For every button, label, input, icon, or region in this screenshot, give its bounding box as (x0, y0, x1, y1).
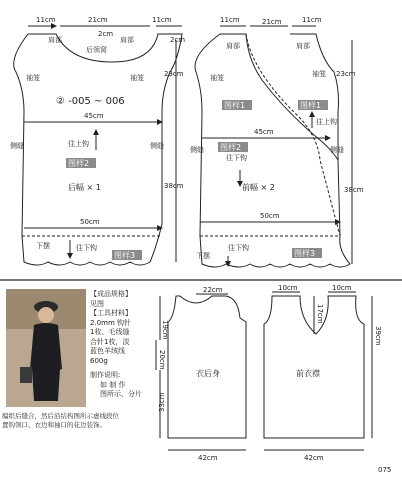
front-w-right-shoulder: 11cm (302, 16, 322, 24)
tools-line: 600g (90, 356, 108, 365)
method-note (2, 412, 172, 430)
tools-line: 1枚、毛线缝 (90, 328, 130, 336)
back-body-armhole-height: 19cm (161, 320, 169, 340)
back-armhole-left: 袖笼 (26, 74, 40, 82)
front-body-shoulder-left: 10cm (278, 284, 298, 292)
back-body-lower-height: 33cm (158, 392, 166, 412)
front-armhole-height: 23cm (336, 70, 356, 78)
model-figure (6, 289, 86, 407)
back-hook-down: 往下钩 (76, 244, 97, 252)
front-shoulder-left: 肩部 (226, 42, 240, 50)
front-right-shoulder-outline (290, 34, 339, 160)
back-pattern3-label: 图样3 (114, 251, 136, 260)
back-body-outline (168, 296, 246, 438)
front-piece-name: 前幅 × 2 (242, 183, 275, 192)
back-piece-name: 后幅 × 1 (68, 183, 101, 192)
front-pattern3-label: 图样3 (294, 249, 316, 258)
back-neck-depth-right: 2cm (170, 36, 186, 44)
back-hem-label: 下摆 (36, 242, 50, 250)
tools-line: 合针1枚，淡 (90, 337, 130, 346)
front-bust-width: 45cm (254, 128, 274, 136)
page-number: 075 (378, 466, 392, 474)
spec-text: 见图 (90, 299, 104, 308)
method-line: 如 制 作 (100, 380, 126, 389)
tools-title: 【工具材料】 (90, 309, 132, 317)
front-armhole-left: 袖笼 (210, 74, 224, 82)
front-hook-down2: 往下钩 (228, 244, 249, 252)
front-body-shoulder-right: 10cm (332, 284, 352, 292)
front-hook-down: 往下钩 (226, 154, 247, 162)
back-bust-width: 45cm (84, 112, 104, 120)
back-body-neck-width: 22cm (203, 286, 223, 294)
back-armhole-height: 23cm (164, 70, 184, 78)
back-w-neck: 21cm (88, 16, 108, 24)
back-body-side-height: 20cm (158, 350, 166, 370)
front-side-left: 侧缝 (190, 146, 204, 154)
front-body-neck-depth: 17cm (316, 304, 324, 324)
tools-line: 蓝色羊绒线 (90, 347, 125, 355)
front-armhole-right: 袖笼 (312, 70, 326, 78)
back-row-range: ② -005 ~ 006 (56, 96, 125, 107)
spec-title: 【成品规格】 (90, 290, 132, 298)
front-shoulder-right: 肩部 (296, 42, 310, 50)
tools-line: 2.0mm 钩针 (90, 318, 131, 327)
back-body-name: 衣后身 (196, 369, 220, 378)
back-pattern2-label: 图样2 (68, 159, 90, 168)
front-w-neck: 21cm (262, 18, 282, 26)
back-body-height: 38cm (164, 182, 184, 190)
back-neck-label: 后领窝 (86, 46, 107, 54)
front-hem-width: 50cm (260, 212, 280, 220)
back-side-left: 侧缝 (10, 142, 24, 150)
back-side-right: 侧缝 (150, 142, 164, 150)
back-neck-depth: 2cm (98, 30, 114, 38)
back-body-hem-width: 42cm (198, 454, 218, 462)
front-hem-label: 下摆 (196, 252, 210, 260)
front-pattern1-left-label: 图样1 (224, 101, 246, 110)
model-photo (6, 289, 86, 407)
front-w-left-shoulder: 11cm (220, 16, 240, 24)
info-panel (90, 290, 160, 400)
back-shoulder-left: 肩部 (48, 36, 62, 44)
back-w-right-shoulder: 11cm (152, 16, 172, 24)
back-hook-up: 往上钩 (68, 140, 89, 148)
method-title: 制作说明: (90, 371, 121, 379)
back-hem-width: 50cm (80, 218, 100, 226)
front-body-hem-width: 42cm (304, 454, 324, 462)
front-body-name: 前衣襟 (296, 369, 320, 378)
front-pattern1-right-label: 图样1 (300, 101, 322, 110)
back-armhole-right: 袖笼 (130, 74, 144, 82)
front-body-side-height: 39cm (374, 326, 382, 346)
back-shoulder-right: 肩部 (120, 36, 134, 44)
note-line: 置钩领口、衣边和袖口的花边装饰。 (2, 421, 106, 429)
note-line: 编织后缝合，然后沿结构图所示虚线段位 (2, 412, 119, 420)
front-hook-up: 往上钩 (316, 118, 337, 126)
front-body-height: 38cm (344, 186, 364, 194)
front-pattern2-label: 图样2 (220, 143, 242, 152)
front-side-right: 侧缝 (330, 146, 344, 154)
method-line: 图所示，分片 (100, 390, 142, 398)
back-w-left-shoulder: 11cm (36, 16, 56, 24)
